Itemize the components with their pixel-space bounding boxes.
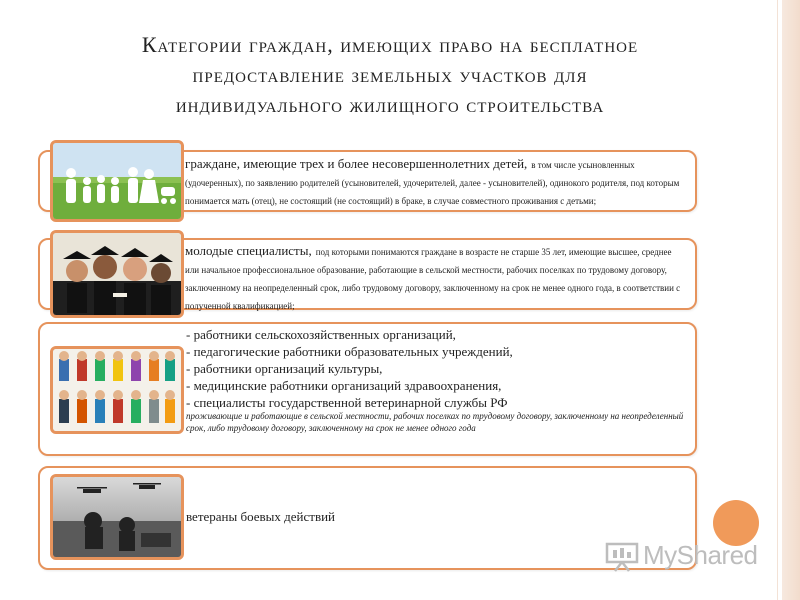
professions-photo — [50, 346, 184, 434]
watermark-text: MyShared — [643, 540, 758, 570]
card-2-text — [185, 242, 685, 314]
title-line-2: предоставление земельных участков для — [192, 62, 588, 87]
family-photo — [50, 140, 184, 222]
veterans-photo — [50, 474, 184, 560]
card-2-detail: под которыми понимаются граждане в возрасте не старше 35 лет, имеющие высшее, среднее или начальное профессиональное образование, работающие в сельской местности, рабочих поселках по трудовому договору, заключенному на неопределенный срок, либо трудовому договору, заключенному на срок не менее одного года, в соответствии с полученной квалификацией; — [185, 247, 681, 311]
card-3-item-1: - работники сельскохозяйственных организаций, — [186, 327, 456, 342]
card-1-detail: в том числе усыновленных (удочеренных), по заявлению родителей (усыновителей, удочерителей, далее - усыновителей), одинокого родителя, под которым понимается мать (отец), не состоящий (не состоящий) в браке, в случае совместного проживания с детьми; — [185, 160, 680, 206]
card-3-item-2: - педагогические работники образовательных учреждений, — [186, 344, 513, 359]
title-line-1: Категории граждан, имеющих право на бесплатное — [141, 32, 639, 57]
slide-title — [40, 30, 740, 120]
slide-edge-line — [777, 0, 778, 600]
card-4-text — [186, 508, 666, 526]
graduates-photo — [50, 230, 184, 318]
card-3-text — [186, 326, 691, 434]
presentation-screen-icon — [605, 542, 639, 572]
slide-edge-decoration — [782, 0, 800, 600]
card-4-lead: ветераны боевых действий — [186, 509, 336, 524]
watermark — [605, 538, 775, 578]
card-3-item-3: - работники организаций культуры, — [186, 361, 383, 376]
card-3-item-5: - специалисты государственной ветеринарной службы РФ — [186, 395, 508, 410]
card-2-lead: молодые специалисты, — [185, 243, 312, 258]
card-3-note: проживающие и работающие в сельской местности, рабочих поселках по трудовому договору, заключенному на неопределенный срок, либо трудовому договору, заключенному на срок не менее одного года — [186, 411, 684, 433]
card-1-text — [185, 155, 685, 209]
card-3-item-4: - медицинские работники организаций здравоохранения, — [186, 378, 502, 393]
card-1-lead: граждане, имеющие трех и более несовершеннолетних детей, — [185, 156, 528, 171]
title-line-3: индивидуального жилищного строительства — [175, 92, 605, 117]
